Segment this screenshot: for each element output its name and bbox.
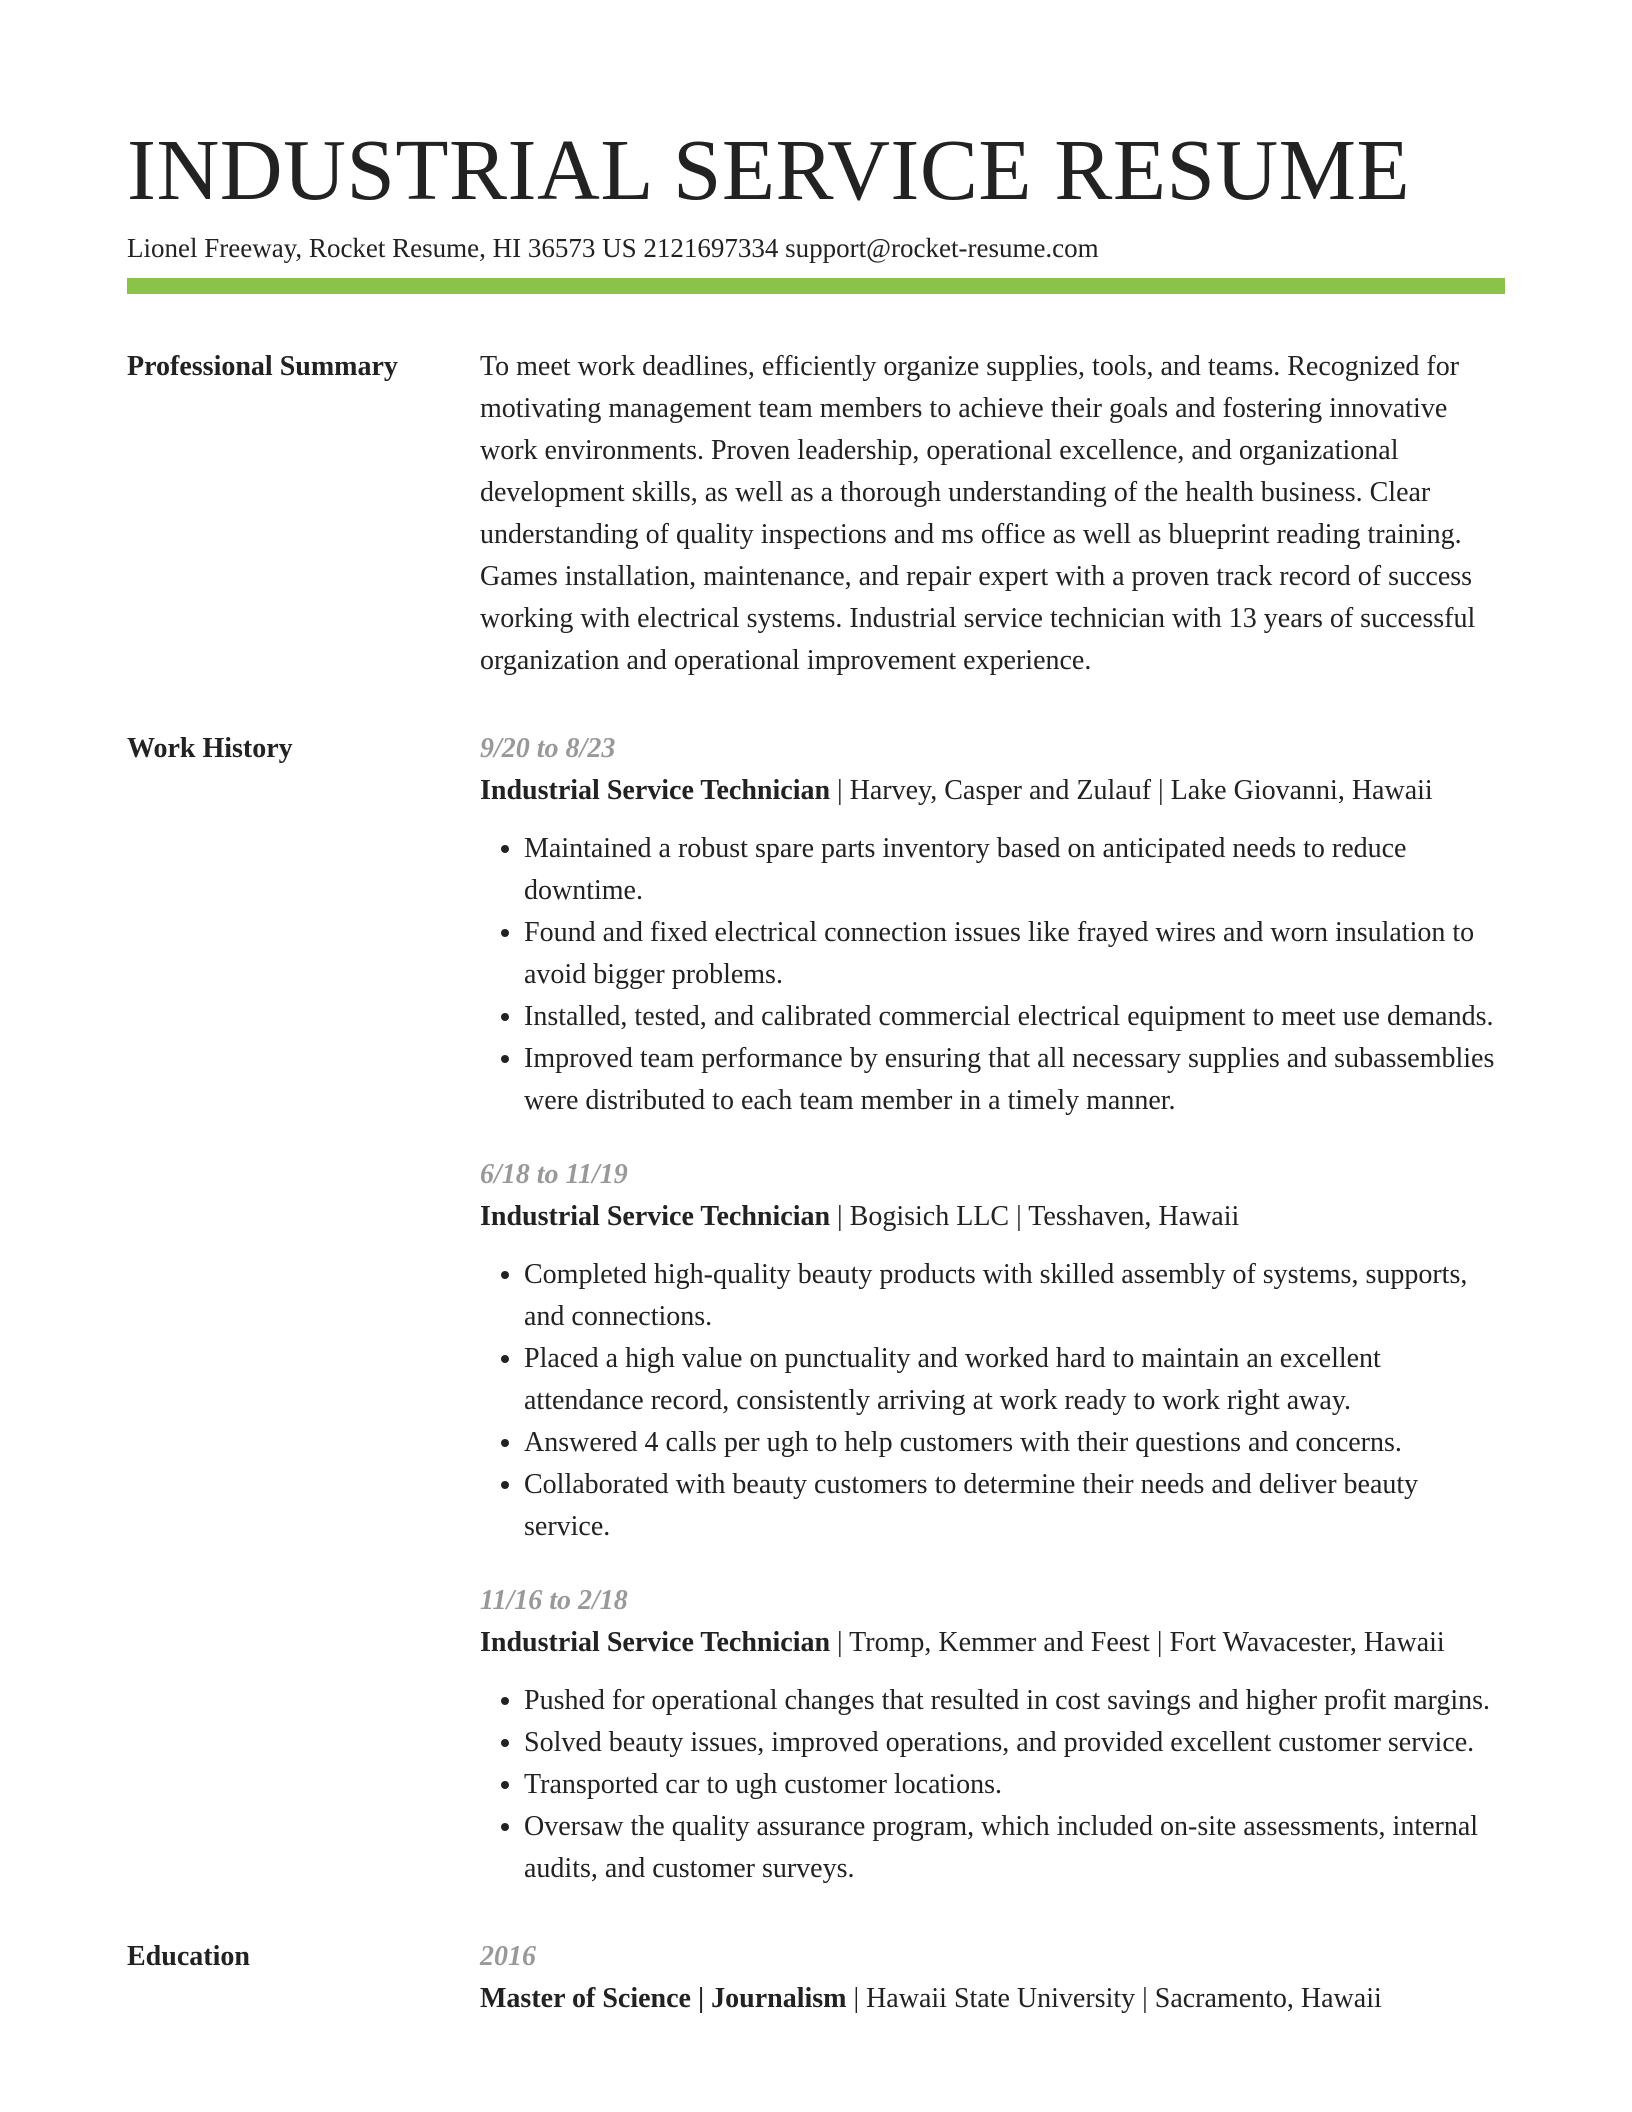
work-history-section bbox=[127, 728, 1505, 1890]
summary-section bbox=[127, 346, 1505, 682]
job-bullet: • Installed, tested, and calibrated commercial electrical equipment to meet use demands. bbox=[524, 996, 1505, 1038]
contact-line: Lionel Freeway, Rocket Resume, HI 36573 US 2121697334 support@rocket-resume.com bbox=[127, 233, 1099, 263]
job-bullet: • Transported car to ugh customer locations. bbox=[524, 1764, 1505, 1806]
job-bullets bbox=[480, 1680, 1505, 1890]
education-body bbox=[480, 1936, 1505, 2020]
job-title: Industrial Service Technician bbox=[480, 1627, 831, 1658]
job-bullet: • Improved team performance by ensuring that all necessary supplies and subassemblies were distributed to each team member in a timely manner. bbox=[524, 1038, 1505, 1122]
job-bullet: • Completed high-quality beauty products with skilled assembly of systems, supports, and connections. bbox=[524, 1254, 1505, 1338]
job-bullet: • Maintained a robust spare parts inventory based on anticipated needs to reduce downtime. bbox=[524, 828, 1505, 912]
job-entry bbox=[480, 1154, 1505, 1548]
education-section bbox=[127, 1936, 1505, 2020]
job-bullet: • Pushed for operational changes that resulted in cost savings and higher profit margins. bbox=[524, 1680, 1505, 1722]
job-details: | Bogisich LLC | Tesshaven, Hawaii bbox=[830, 1201, 1240, 1232]
job-bullet: • Collaborated with beauty customers to determine their needs and deliver beauty service. bbox=[524, 1464, 1505, 1548]
education-entry bbox=[480, 1978, 1505, 2020]
job-entry bbox=[480, 1580, 1505, 1890]
resume-page bbox=[127, 120, 1505, 2020]
job-bullets bbox=[480, 1254, 1505, 1548]
section-label-work: Work History bbox=[127, 733, 293, 764]
job-dates: 11/16 to 2/18 bbox=[480, 1585, 628, 1616]
job-dates: 6/18 to 11/19 bbox=[480, 1159, 628, 1190]
job-bullet: • Oversaw the quality assurance program, which included on-site assessments, internal audits, and customer surveys. bbox=[524, 1806, 1505, 1890]
job-bullet: • Found and fixed electrical connection issues like frayed wires and worn insulation to avoid bigger problems. bbox=[524, 912, 1505, 996]
education-year: 2016 bbox=[480, 1941, 536, 1972]
education-details: | Hawaii State University | Sacramento, Hawaii bbox=[846, 1983, 1382, 2014]
accent-divider bbox=[127, 278, 1505, 294]
job-bullet: • Placed a high value on punctuality and worked hard to maintain an excellent attendance record, consistently arriving at work ready to work right away. bbox=[524, 1338, 1505, 1422]
section-label-summary: Professional Summary bbox=[127, 351, 398, 382]
summary-text: To meet work deadlines, efficiently organize supplies, tools, and teams. Recognized for motivating management team members to achieve their goals and fostering innovative work environments. Proven leadership, operational excellence, and organizational development skills, as well as a thorough understanding of the health business. Clear understanding of quality inspections and ms office as well as blueprint reading training. Games installation, maintenance, and repair expert with a proven track record of success working with electrical systems. Industrial service technician with 13 years of successful organization and operational improvement experience. bbox=[480, 351, 1476, 676]
resume-title: INDUSTRIAL SERVICE RESUME bbox=[127, 121, 1411, 218]
job-title: Industrial Service Technician bbox=[480, 775, 831, 806]
job-title: Industrial Service Technician bbox=[480, 1201, 831, 1232]
job-details: | Harvey, Casper and Zulauf | Lake Giovanni, Hawaii bbox=[830, 775, 1433, 806]
job-role bbox=[480, 770, 1505, 812]
job-bullet: • Solved beauty issues, improved operations, and provided excellent customer service. bbox=[524, 1722, 1505, 1764]
summary-body bbox=[480, 346, 1505, 682]
job-details: | Tromp, Kemmer and Feest | Fort Wavacester, Hawaii bbox=[830, 1627, 1445, 1658]
education-degree: Master of Science | Journalism bbox=[480, 1983, 847, 2014]
job-entry bbox=[480, 728, 1505, 1122]
job-bullet: • Answered 4 calls per ugh to help customers with their questions and concerns. bbox=[524, 1422, 1505, 1464]
job-role bbox=[480, 1622, 1505, 1664]
job-bullets bbox=[480, 828, 1505, 1122]
job-role bbox=[480, 1196, 1505, 1238]
work-history-body bbox=[480, 728, 1505, 1890]
section-label-education: Education bbox=[127, 1941, 250, 1972]
job-dates: 9/20 to 8/23 bbox=[480, 733, 616, 764]
